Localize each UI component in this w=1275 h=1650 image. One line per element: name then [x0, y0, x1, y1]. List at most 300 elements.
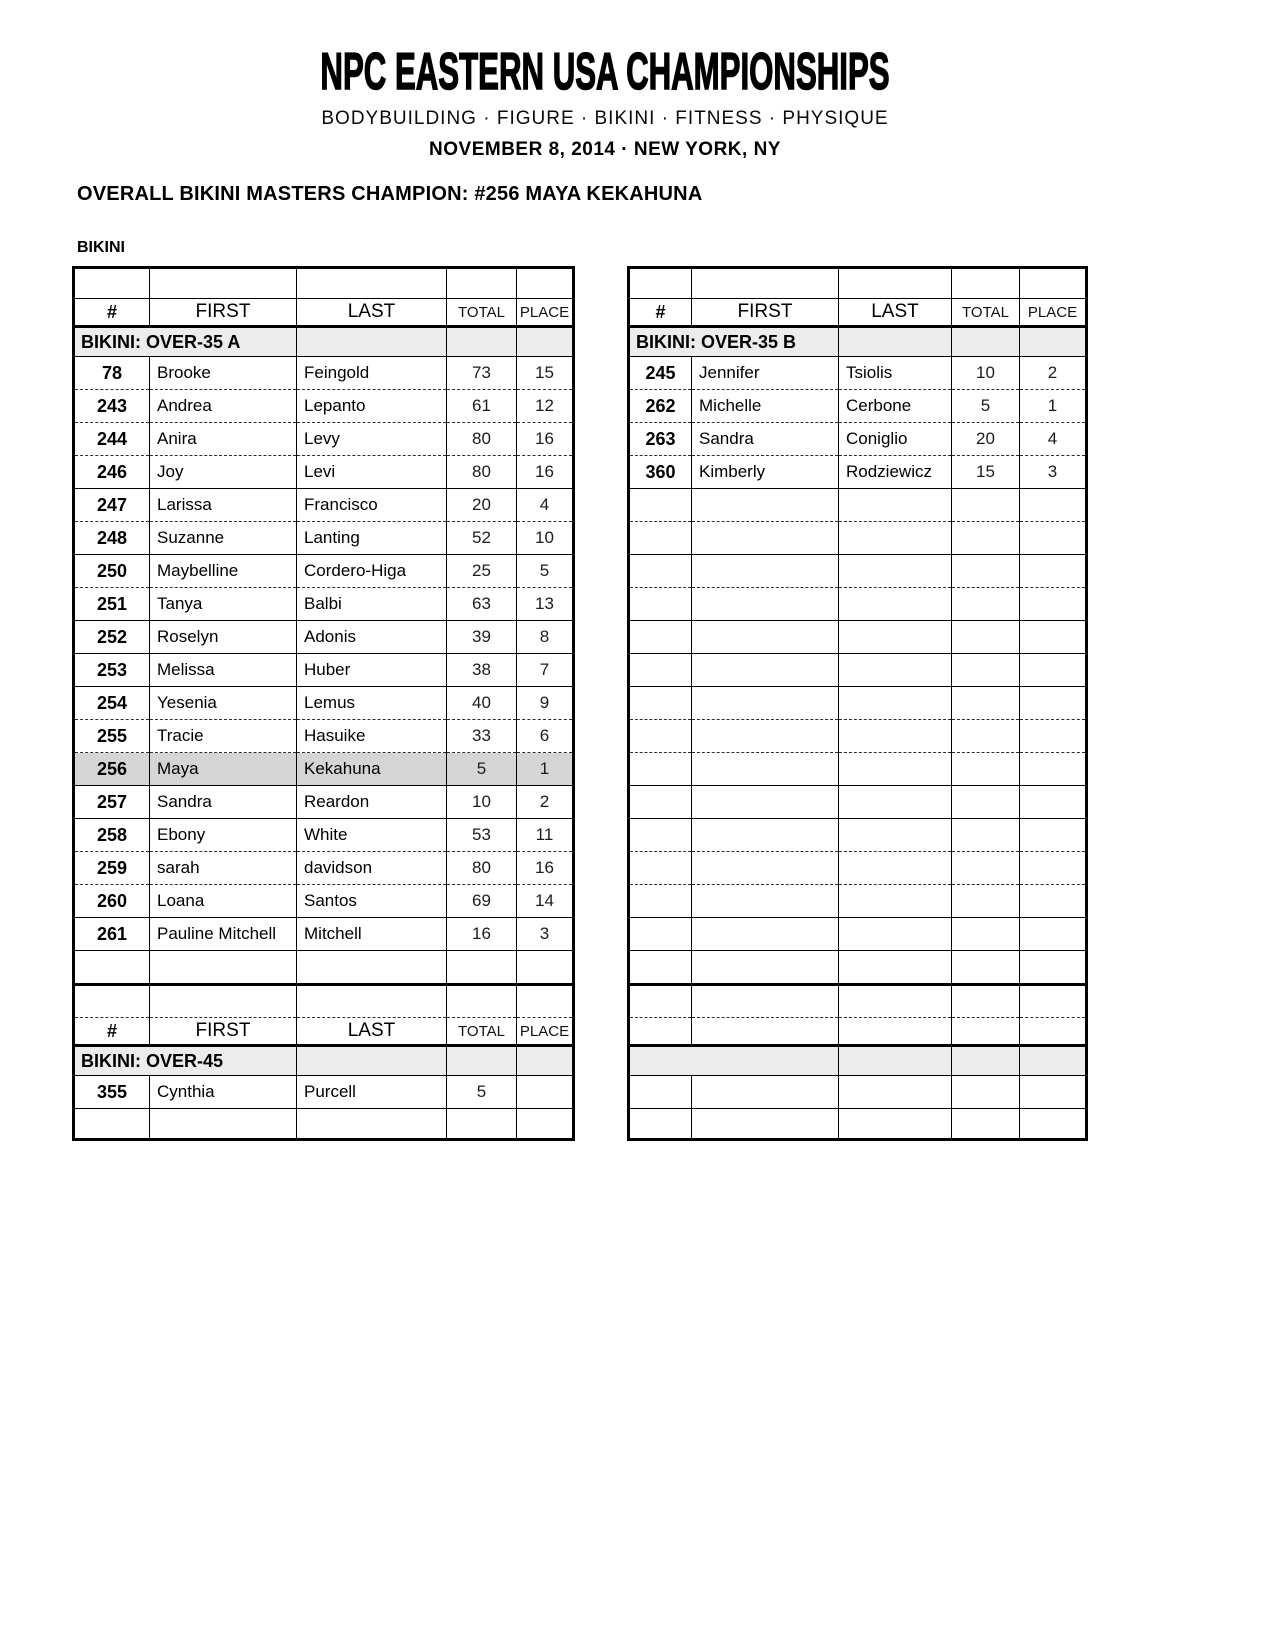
empty-cell	[692, 588, 839, 621]
cell-total: 52	[447, 522, 517, 555]
cell-num: 256	[74, 753, 150, 786]
cell-first: Yesenia	[150, 687, 297, 720]
cell-last: Lepanto	[297, 390, 447, 423]
table-row	[74, 654, 574, 687]
cell-num: 250	[74, 555, 150, 588]
empty-cell	[952, 951, 1020, 985]
cell-num: 255	[74, 720, 150, 753]
table-row	[629, 390, 1087, 423]
cell-total: 69	[447, 885, 517, 918]
empty-row	[629, 654, 1087, 687]
empty-cell	[297, 985, 447, 1018]
empty-cell	[952, 621, 1020, 654]
cell-place: 3	[517, 918, 574, 951]
cell-first: Maya	[150, 753, 297, 786]
empty-row	[629, 621, 1087, 654]
empty-cell	[629, 1109, 692, 1140]
empty-cell	[692, 753, 839, 786]
empty-cell	[447, 1046, 517, 1076]
table-row	[629, 357, 1087, 390]
cell-first: Jennifer	[692, 357, 839, 390]
empty-cell	[629, 522, 692, 555]
empty-cell	[952, 522, 1020, 555]
cell-first: Cynthia	[150, 1076, 297, 1109]
empty-cell	[629, 268, 692, 299]
table-row	[74, 456, 574, 489]
empty-cell	[952, 489, 1020, 522]
table-row	[74, 390, 574, 423]
cell-last: Mitchell	[297, 918, 447, 951]
cell-total: 80	[447, 456, 517, 489]
table-row	[74, 423, 574, 456]
empty-cell	[839, 268, 952, 299]
cell-num: 252	[74, 621, 150, 654]
cell-last: Balbi	[297, 588, 447, 621]
cell-num: 247	[74, 489, 150, 522]
cell-first: Michelle	[692, 390, 839, 423]
empty-cell	[839, 852, 952, 885]
empty-row	[629, 588, 1087, 621]
empty-cell	[692, 1076, 839, 1109]
empty-cell	[952, 786, 1020, 819]
cell-num: 355	[74, 1076, 150, 1109]
empty-cell	[839, 489, 952, 522]
cell-total: 20	[952, 423, 1020, 456]
cell-first: Roselyn	[150, 621, 297, 654]
empty-cell	[1020, 753, 1087, 786]
event-title: NPC EASTERN USA CHAMPIONSHIPS	[320, 43, 890, 101]
cell-first: sarah	[150, 852, 297, 885]
gap-row	[629, 985, 1087, 1018]
cell-num: 254	[74, 687, 150, 720]
table-row	[74, 489, 574, 522]
empty-cell	[297, 268, 447, 299]
empty-cell	[952, 852, 1020, 885]
cell-place	[517, 1076, 574, 1109]
empty-cell	[1020, 786, 1087, 819]
table-row	[74, 522, 574, 555]
table-row	[74, 1076, 574, 1109]
empty-cell	[74, 268, 150, 299]
cell-place: 5	[517, 555, 574, 588]
cell-total: 39	[447, 621, 517, 654]
empty-cell	[629, 951, 692, 985]
cell-first: Larissa	[150, 489, 297, 522]
cell-total: 80	[447, 852, 517, 885]
section-header-row	[629, 1046, 1087, 1076]
empty-cell	[952, 1076, 1020, 1109]
event-divisions: BODYBUILDING · FIGURE · BIKINI · FITNESS · PHYSIQUE	[321, 108, 889, 129]
table-row	[74, 621, 574, 654]
empty-cell	[150, 268, 297, 299]
table-row	[74, 753, 574, 786]
cell-num: 253	[74, 654, 150, 687]
cell-total: 5	[447, 1076, 517, 1109]
empty-cell	[839, 985, 952, 1018]
cell-place: 13	[517, 588, 574, 621]
table-row	[74, 786, 574, 819]
empty-cell	[1020, 1046, 1087, 1076]
table-row	[74, 852, 574, 885]
empty-cell	[629, 885, 692, 918]
empty-cell	[629, 918, 692, 951]
cell-place: 16	[517, 456, 574, 489]
empty-cell	[1020, 522, 1087, 555]
column-header-first: FIRST	[692, 299, 839, 327]
cell-first: Anira	[150, 423, 297, 456]
cell-last: Levy	[297, 423, 447, 456]
cell-place: 1	[1020, 390, 1087, 423]
empty-cell	[517, 951, 574, 985]
empty-cell	[692, 621, 839, 654]
column-header-total: TOTAL	[447, 1018, 517, 1046]
empty-cell	[1020, 885, 1087, 918]
empty-cell	[952, 720, 1020, 753]
empty-cell	[297, 1046, 447, 1076]
empty-cell	[629, 687, 692, 720]
cell-place: 15	[517, 357, 574, 390]
empty-cell	[517, 985, 574, 1018]
empty-cell	[952, 268, 1020, 299]
empty-cell	[839, 654, 952, 687]
section-header-row	[629, 327, 1087, 357]
empty-cell	[1020, 819, 1087, 852]
empty-cell	[692, 555, 839, 588]
empty-cell	[952, 1018, 1020, 1046]
empty-cell	[952, 918, 1020, 951]
empty-cell	[1020, 621, 1087, 654]
gap-row	[74, 985, 574, 1018]
empty-cell	[1020, 720, 1087, 753]
empty-cell	[74, 985, 150, 1018]
empty-cell	[447, 951, 517, 985]
empty-cell	[1020, 1076, 1087, 1109]
cell-last: Cerbone	[839, 390, 952, 423]
cell-place: 1	[517, 753, 574, 786]
cell-first: Sandra	[692, 423, 839, 456]
cell-place: 3	[1020, 456, 1087, 489]
cell-num: 262	[629, 390, 692, 423]
cell-last: Coniglio	[839, 423, 952, 456]
empty-cell	[517, 327, 574, 357]
empty-cell	[629, 786, 692, 819]
cell-place: 2	[517, 786, 574, 819]
empty-cell	[692, 918, 839, 951]
cell-place: 4	[517, 489, 574, 522]
cell-num: 360	[629, 456, 692, 489]
empty-row	[629, 720, 1087, 753]
empty-row	[629, 885, 1087, 918]
column-header-row	[74, 1018, 574, 1046]
empty-row	[629, 753, 1087, 786]
empty-row	[629, 555, 1087, 588]
empty-cell	[629, 654, 692, 687]
empty-cell	[629, 588, 692, 621]
empty-cell	[692, 885, 839, 918]
empty-cell	[839, 951, 952, 985]
empty-cell	[517, 268, 574, 299]
cell-total: 10	[952, 357, 1020, 390]
column-header-place: PLACE	[517, 299, 574, 327]
cell-first: Tanya	[150, 588, 297, 621]
table-row	[74, 555, 574, 588]
column-header-last: LAST	[297, 1018, 447, 1046]
cell-place: 8	[517, 621, 574, 654]
cell-total: 33	[447, 720, 517, 753]
cell-num: 243	[74, 390, 150, 423]
empty-cell	[839, 522, 952, 555]
empty-row	[74, 951, 574, 985]
cell-num: 78	[74, 357, 150, 390]
table-row	[629, 456, 1087, 489]
cell-first: Loana	[150, 885, 297, 918]
cell-first: Joy	[150, 456, 297, 489]
cell-total: 10	[447, 786, 517, 819]
cell-num: 260	[74, 885, 150, 918]
empty-cell	[839, 555, 952, 588]
empty-cell	[1020, 1018, 1087, 1046]
cell-first: Suzanne	[150, 522, 297, 555]
empty-row	[629, 1018, 1087, 1046]
empty-row	[629, 819, 1087, 852]
cell-total: 80	[447, 423, 517, 456]
cell-num: 257	[74, 786, 150, 819]
cell-total: 15	[952, 456, 1020, 489]
cell-place: 11	[517, 819, 574, 852]
empty-cell	[1020, 1109, 1087, 1140]
empty-cell	[952, 1046, 1020, 1076]
cell-last: Lemus	[297, 687, 447, 720]
overall-champion-line: OVERALL BIKINI MASTERS CHAMPION: #256 MAYA KEKAHUNA	[77, 183, 703, 205]
empty-cell	[839, 918, 952, 951]
empty-cell	[517, 1109, 574, 1140]
empty-cell	[692, 1018, 839, 1046]
column-header-num: #	[74, 1018, 150, 1046]
empty-cell	[1020, 588, 1087, 621]
cell-last: Kekahuna	[297, 753, 447, 786]
empty-cell	[150, 985, 297, 1018]
empty-cell	[692, 489, 839, 522]
empty-cell	[692, 654, 839, 687]
empty-cell	[839, 327, 952, 357]
cell-num: 251	[74, 588, 150, 621]
cell-total: 63	[447, 588, 517, 621]
table-row	[74, 588, 574, 621]
cell-last: Tsiolis	[839, 357, 952, 390]
empty-cell	[839, 1076, 952, 1109]
empty-cell	[629, 819, 692, 852]
empty-cell	[629, 621, 692, 654]
column-header-row	[74, 299, 574, 327]
cell-place: 16	[517, 423, 574, 456]
empty-cell	[839, 885, 952, 918]
cell-first: Maybelline	[150, 555, 297, 588]
cell-num: 246	[74, 456, 150, 489]
empty-cell	[952, 985, 1020, 1018]
empty-cell	[74, 1109, 150, 1140]
table-row	[74, 819, 574, 852]
column-header-total: TOTAL	[952, 299, 1020, 327]
cell-place: 14	[517, 885, 574, 918]
cell-first: Sandra	[150, 786, 297, 819]
empty-cell	[952, 555, 1020, 588]
division-label: BIKINI	[77, 239, 125, 256]
empty-cell	[629, 1018, 692, 1046]
empty-cell	[1020, 489, 1087, 522]
document-header	[0, 43, 1210, 161]
empty-cell	[692, 720, 839, 753]
cell-place: 9	[517, 687, 574, 720]
cell-num: 244	[74, 423, 150, 456]
cell-first: Ebony	[150, 819, 297, 852]
section-title: BIKINI: OVER-45	[74, 1046, 297, 1076]
results-table-bikini-over35b	[627, 266, 1088, 1141]
cell-last: Levi	[297, 456, 447, 489]
cell-last: White	[297, 819, 447, 852]
empty-cell	[692, 786, 839, 819]
empty-cell	[839, 1046, 952, 1076]
cell-last: Cordero-Higa	[297, 555, 447, 588]
empty-cell	[629, 985, 692, 1018]
empty-row	[629, 786, 1087, 819]
cell-last: Rodziewicz	[839, 456, 952, 489]
table-row	[74, 918, 574, 951]
cell-num: 245	[629, 357, 692, 390]
empty-cell	[297, 951, 447, 985]
empty-cell	[692, 268, 839, 299]
column-header-last: LAST	[839, 299, 952, 327]
event-date-location: NOVEMBER 8, 2014 · NEW YORK, NY	[429, 139, 781, 160]
cell-first: Kimberly	[692, 456, 839, 489]
empty-cell	[447, 268, 517, 299]
empty-cell	[1020, 327, 1087, 357]
empty-cell	[1020, 918, 1087, 951]
empty-cell	[952, 588, 1020, 621]
section-header-row	[74, 327, 574, 357]
empty-cell	[629, 1046, 839, 1076]
column-header-first: FIRST	[150, 299, 297, 327]
cell-first: Brooke	[150, 357, 297, 390]
empty-cell	[297, 327, 447, 357]
cell-last: Hasuike	[297, 720, 447, 753]
empty-cell	[1020, 985, 1087, 1018]
section-title: BIKINI: OVER-35 A	[74, 327, 297, 357]
empty-cell	[952, 819, 1020, 852]
cell-last: davidson	[297, 852, 447, 885]
empty-cell	[952, 1109, 1020, 1140]
cell-first: Andrea	[150, 390, 297, 423]
empty-cell	[297, 1109, 447, 1140]
empty-cell	[447, 327, 517, 357]
column-header-num: #	[629, 299, 692, 327]
cell-total: 53	[447, 819, 517, 852]
cell-last: Santos	[297, 885, 447, 918]
empty-cell	[952, 885, 1020, 918]
table-row	[74, 357, 574, 390]
cell-total: 5	[952, 390, 1020, 423]
empty-row	[629, 522, 1087, 555]
empty-cell	[839, 1018, 952, 1046]
cell-total: 73	[447, 357, 517, 390]
table-row	[629, 423, 1087, 456]
table-row	[74, 885, 574, 918]
spacer-row	[74, 268, 574, 299]
cell-total: 20	[447, 489, 517, 522]
results-table-bikini-over35a-over45	[72, 266, 575, 1141]
empty-cell	[839, 819, 952, 852]
cell-last: Feingold	[297, 357, 447, 390]
table-row	[74, 687, 574, 720]
empty-cell	[1020, 654, 1087, 687]
column-header-total: TOTAL	[447, 299, 517, 327]
empty-cell	[629, 753, 692, 786]
table-row	[74, 720, 574, 753]
cell-place: 2	[1020, 357, 1087, 390]
section-title: BIKINI: OVER-35 B	[629, 327, 839, 357]
empty-cell	[74, 951, 150, 985]
cell-place: 10	[517, 522, 574, 555]
cell-num: 261	[74, 918, 150, 951]
cell-last: Adonis	[297, 621, 447, 654]
cell-last: Reardon	[297, 786, 447, 819]
empty-row	[629, 918, 1087, 951]
empty-cell	[629, 489, 692, 522]
column-header-num: #	[74, 299, 150, 327]
empty-cell	[839, 720, 952, 753]
column-header-last: LAST	[297, 299, 447, 327]
empty-cell	[839, 1109, 952, 1140]
empty-row	[629, 1109, 1087, 1140]
cell-first: Tracie	[150, 720, 297, 753]
cell-place: 12	[517, 390, 574, 423]
cell-num: 263	[629, 423, 692, 456]
empty-cell	[692, 819, 839, 852]
cell-first: Pauline Mitchell	[150, 918, 297, 951]
cell-place: 16	[517, 852, 574, 885]
empty-cell	[692, 522, 839, 555]
empty-cell	[447, 1109, 517, 1140]
column-header-place: PLACE	[517, 1018, 574, 1046]
empty-cell	[692, 852, 839, 885]
cell-last: Lanting	[297, 522, 447, 555]
empty-cell	[150, 1109, 297, 1140]
empty-cell	[839, 786, 952, 819]
cell-last: Francisco	[297, 489, 447, 522]
empty-cell	[952, 753, 1020, 786]
empty-cell	[629, 720, 692, 753]
cell-last: Purcell	[297, 1076, 447, 1109]
empty-cell	[692, 1109, 839, 1140]
empty-cell	[952, 687, 1020, 720]
column-header-row	[629, 299, 1087, 327]
section-header-row	[74, 1046, 574, 1076]
cell-total: 38	[447, 654, 517, 687]
empty-cell	[1020, 268, 1087, 299]
empty-cell	[952, 327, 1020, 357]
column-header-place: PLACE	[1020, 299, 1087, 327]
empty-row	[74, 1109, 574, 1140]
empty-row	[629, 687, 1087, 720]
empty-row	[629, 489, 1087, 522]
cell-num: 248	[74, 522, 150, 555]
column-header-first: FIRST	[150, 1018, 297, 1046]
empty-cell	[839, 753, 952, 786]
empty-row	[629, 852, 1087, 885]
empty-cell	[692, 687, 839, 720]
cell-last: Huber	[297, 654, 447, 687]
empty-cell	[952, 654, 1020, 687]
empty-cell	[517, 1046, 574, 1076]
